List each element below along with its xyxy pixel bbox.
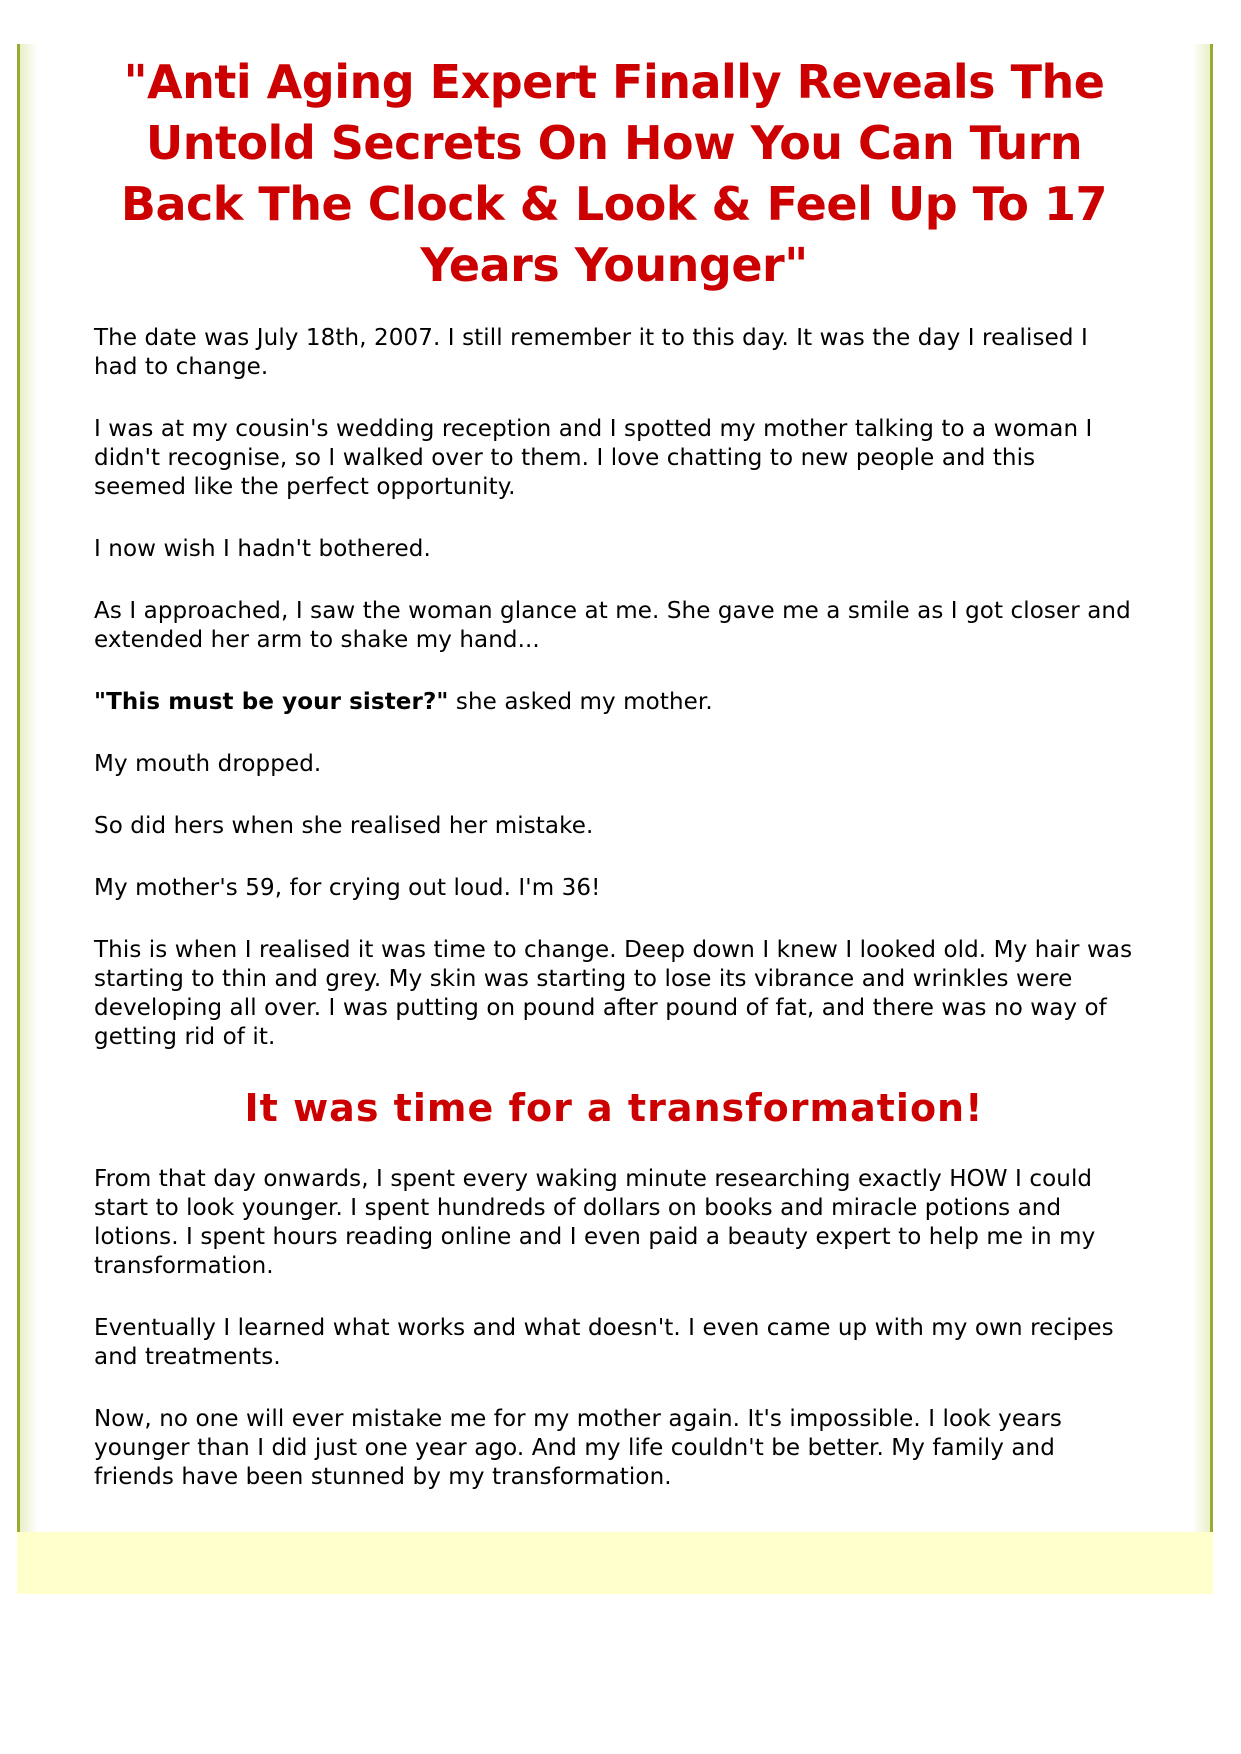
paragraph-date: The date was July 18th, 2007. I still remember it to this day. It was the day I realised I had to change. [94,325,1088,380]
quote-bold: "This must be your sister?" [94,689,449,715]
paragraph-now: Now, no one will ever mistake me for my mother again. It's impossible. I look years younger than I did just one year ago. And my life couldn't be better. My family and friends have been stunned by my transformation. [94,1406,1062,1490]
article [94,52,1134,1525]
paragraph-research: From that day onwards, I spent every waking minute researching exactly HOW I could start to look younger. I spent hundreds of dollars on books and miracle potions and lotions. I spent hours reading online and I even paid a beauty expert to help me in my transformation. [94,1166,1096,1279]
paragraph-ages: My mother's 59, for crying out loud. I'm 36! [94,875,601,901]
subheading: It was time for a transformation! [244,1086,984,1130]
paragraph-wedding: I was at my cousin's wedding reception and I spotted my mother talking to a woman I didn't recognise, so I walked over to them. I love chatting to new people and this seemed like the perfect opportunity. [94,416,1093,500]
paragraph-quote [94,688,1134,717]
paragraph-learned: Eventually I learned what works and what doesn't. I even came up with my own recipes and treatments. [94,1315,1114,1370]
paragraph-approach: As I approached, I saw the woman glance at me. She gave me a smile as I got closer and extended her arm to shake my hand... [94,598,1131,653]
paragraph-realisation: This is when I realised it was time to change. Deep down I knew I looked old. My hair was starting to thin and grey. My skin was starting to lose its vibrance and wrinkles were developing all over. I was putting on pound after pound of fat, and there was no way of getting rid of it. [94,937,1133,1050]
footer-band [17,1532,1213,1594]
paragraph-regret: I now wish I hadn't bothered. [94,536,431,562]
paragraph-mouth: My mouth dropped. [94,751,322,777]
headline: "Anti Aging Expert Finally Reveals The Untold Secrets On How You Can Turn Back The Clock & Look & Feel Up To 17 Years Younger" [120,55,1108,292]
paragraph-mistake: So did hers when she realised her mistake. [94,813,594,839]
quote-rest: she asked my mother. [448,689,713,715]
